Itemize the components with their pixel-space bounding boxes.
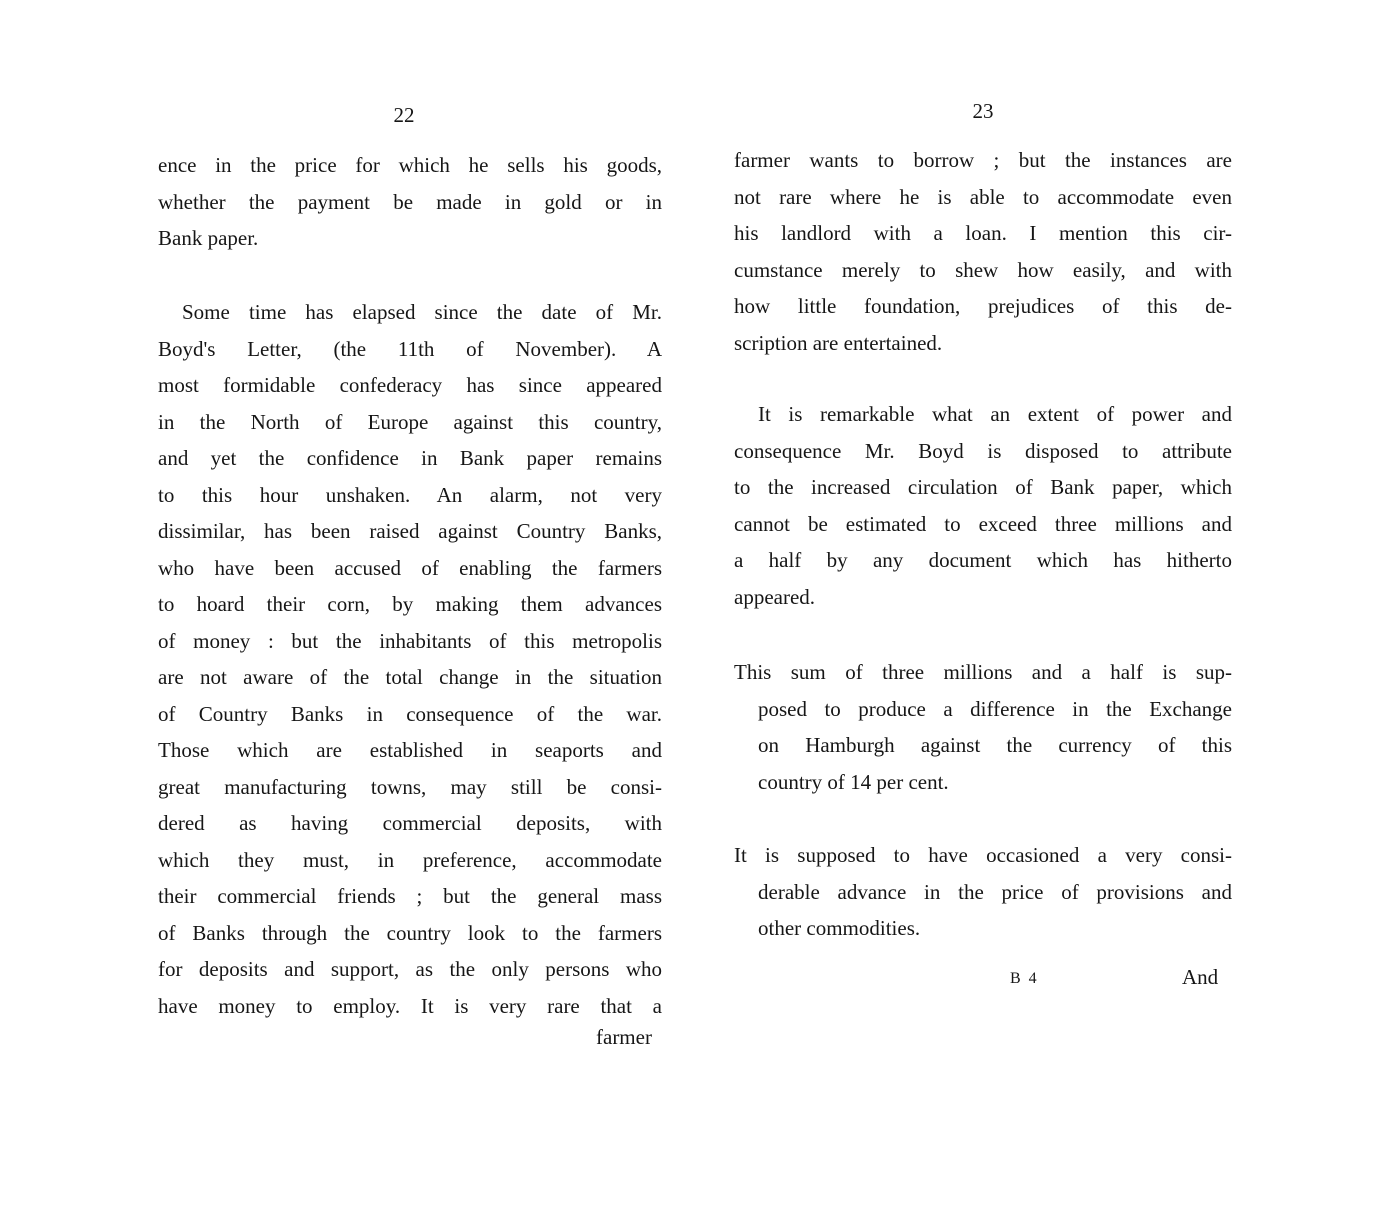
text-line: have money to employ. It is very rare that a [158, 993, 662, 1018]
text-line: in the North of Europe against this country, [158, 409, 662, 434]
text-line: on Hamburgh against the currency of this [758, 733, 1232, 757]
left-paragraph-2 [158, 294, 662, 1024]
text-line: consequence Mr. Boyd is disposed to attribute [734, 438, 1232, 463]
text-line: dissimilar, has been raised against Country Banks, [158, 519, 662, 543]
text-line: to this hour unshaken. An alarm, not very [158, 482, 662, 507]
text-line: most formidable confederacy has since appeared [158, 373, 662, 397]
text-line: dered as having commercial deposits, with [158, 811, 662, 835]
text-line: a half by any document which has hitherto [734, 548, 1232, 572]
right-paragraph-4 [734, 837, 1232, 947]
text-line: other commodities. [758, 916, 921, 940]
text-line: to hoard their corn, by making them advances [158, 592, 662, 616]
text-line: for deposits and support, as the only persons who [158, 957, 662, 981]
right-paragraph-1 [734, 142, 1232, 361]
text-line: which they must, in preference, accommodate [158, 847, 662, 872]
text-line: his landlord with a loan. I mention this cir- [734, 221, 1232, 245]
page-number-right: 23 [972, 99, 994, 123]
text-line: country of 14 per cent. [758, 769, 949, 794]
catchword-left: farmer [596, 1025, 652, 1049]
text-line: Some time has elapsed since the date of Mr. [182, 300, 662, 324]
text-line: farmer wants to borrow ; but the instances are [734, 148, 1232, 172]
text-line: Bank paper. [158, 226, 259, 250]
text-line: cannot be estimated to exceed three millions and [734, 511, 1232, 536]
catchword-right: And [1182, 965, 1219, 989]
page-number-left: 22 [393, 103, 415, 127]
text-line: Those which are established in seaports and [158, 738, 662, 762]
signature-mark: B 4 [1010, 970, 1039, 987]
text-line: of money : but the inhabitants of this metropolis [158, 628, 662, 653]
text-line: posed to produce a difference in the Exchange [758, 696, 1232, 721]
text-line: of Banks through the country look to the farmers [158, 920, 662, 945]
text-line: their commercial friends ; but the general mass [158, 884, 662, 908]
text-line: It is supposed to have occasioned a very consi- [734, 843, 1232, 867]
text-line: cumstance merely to shew how easily, and with [734, 257, 1232, 282]
text-line: ence in the price for which he sells his goods, [158, 153, 662, 177]
text-line: appeared. [734, 584, 816, 609]
right-paragraph-3 [734, 654, 1232, 800]
text-line: and yet the confidence in Bank paper remains [158, 446, 662, 470]
text-line: not rare where he is able to accommodate even [734, 184, 1232, 209]
right-paragraph-2 [734, 396, 1232, 615]
text-line: Boyd's Letter, (the 11th of November). A [158, 336, 662, 361]
text-line: derable advance in the price of provisions and [758, 879, 1232, 904]
text-line: It is remarkable what an extent of power and [758, 402, 1232, 426]
left-paragraph-1 [158, 147, 662, 257]
text-line: of Country Banks in consequence of the war. [158, 701, 662, 726]
text-line: great manufacturing towns, may still be consi- [158, 774, 662, 799]
text-line: who have been accused of enabling the farmers [158, 555, 662, 580]
text-line: to the increased circulation of Bank paper, which [734, 475, 1232, 499]
text-line: whether the payment be made in gold or in [158, 189, 662, 214]
text-line: scription are entertained. [734, 330, 943, 355]
text-line: are not aware of the total change in the situation [158, 665, 662, 689]
text-line: how little foundation, prejudices of this de- [734, 294, 1232, 318]
text-line: This sum of three millions and a half is sup- [734, 660, 1232, 684]
